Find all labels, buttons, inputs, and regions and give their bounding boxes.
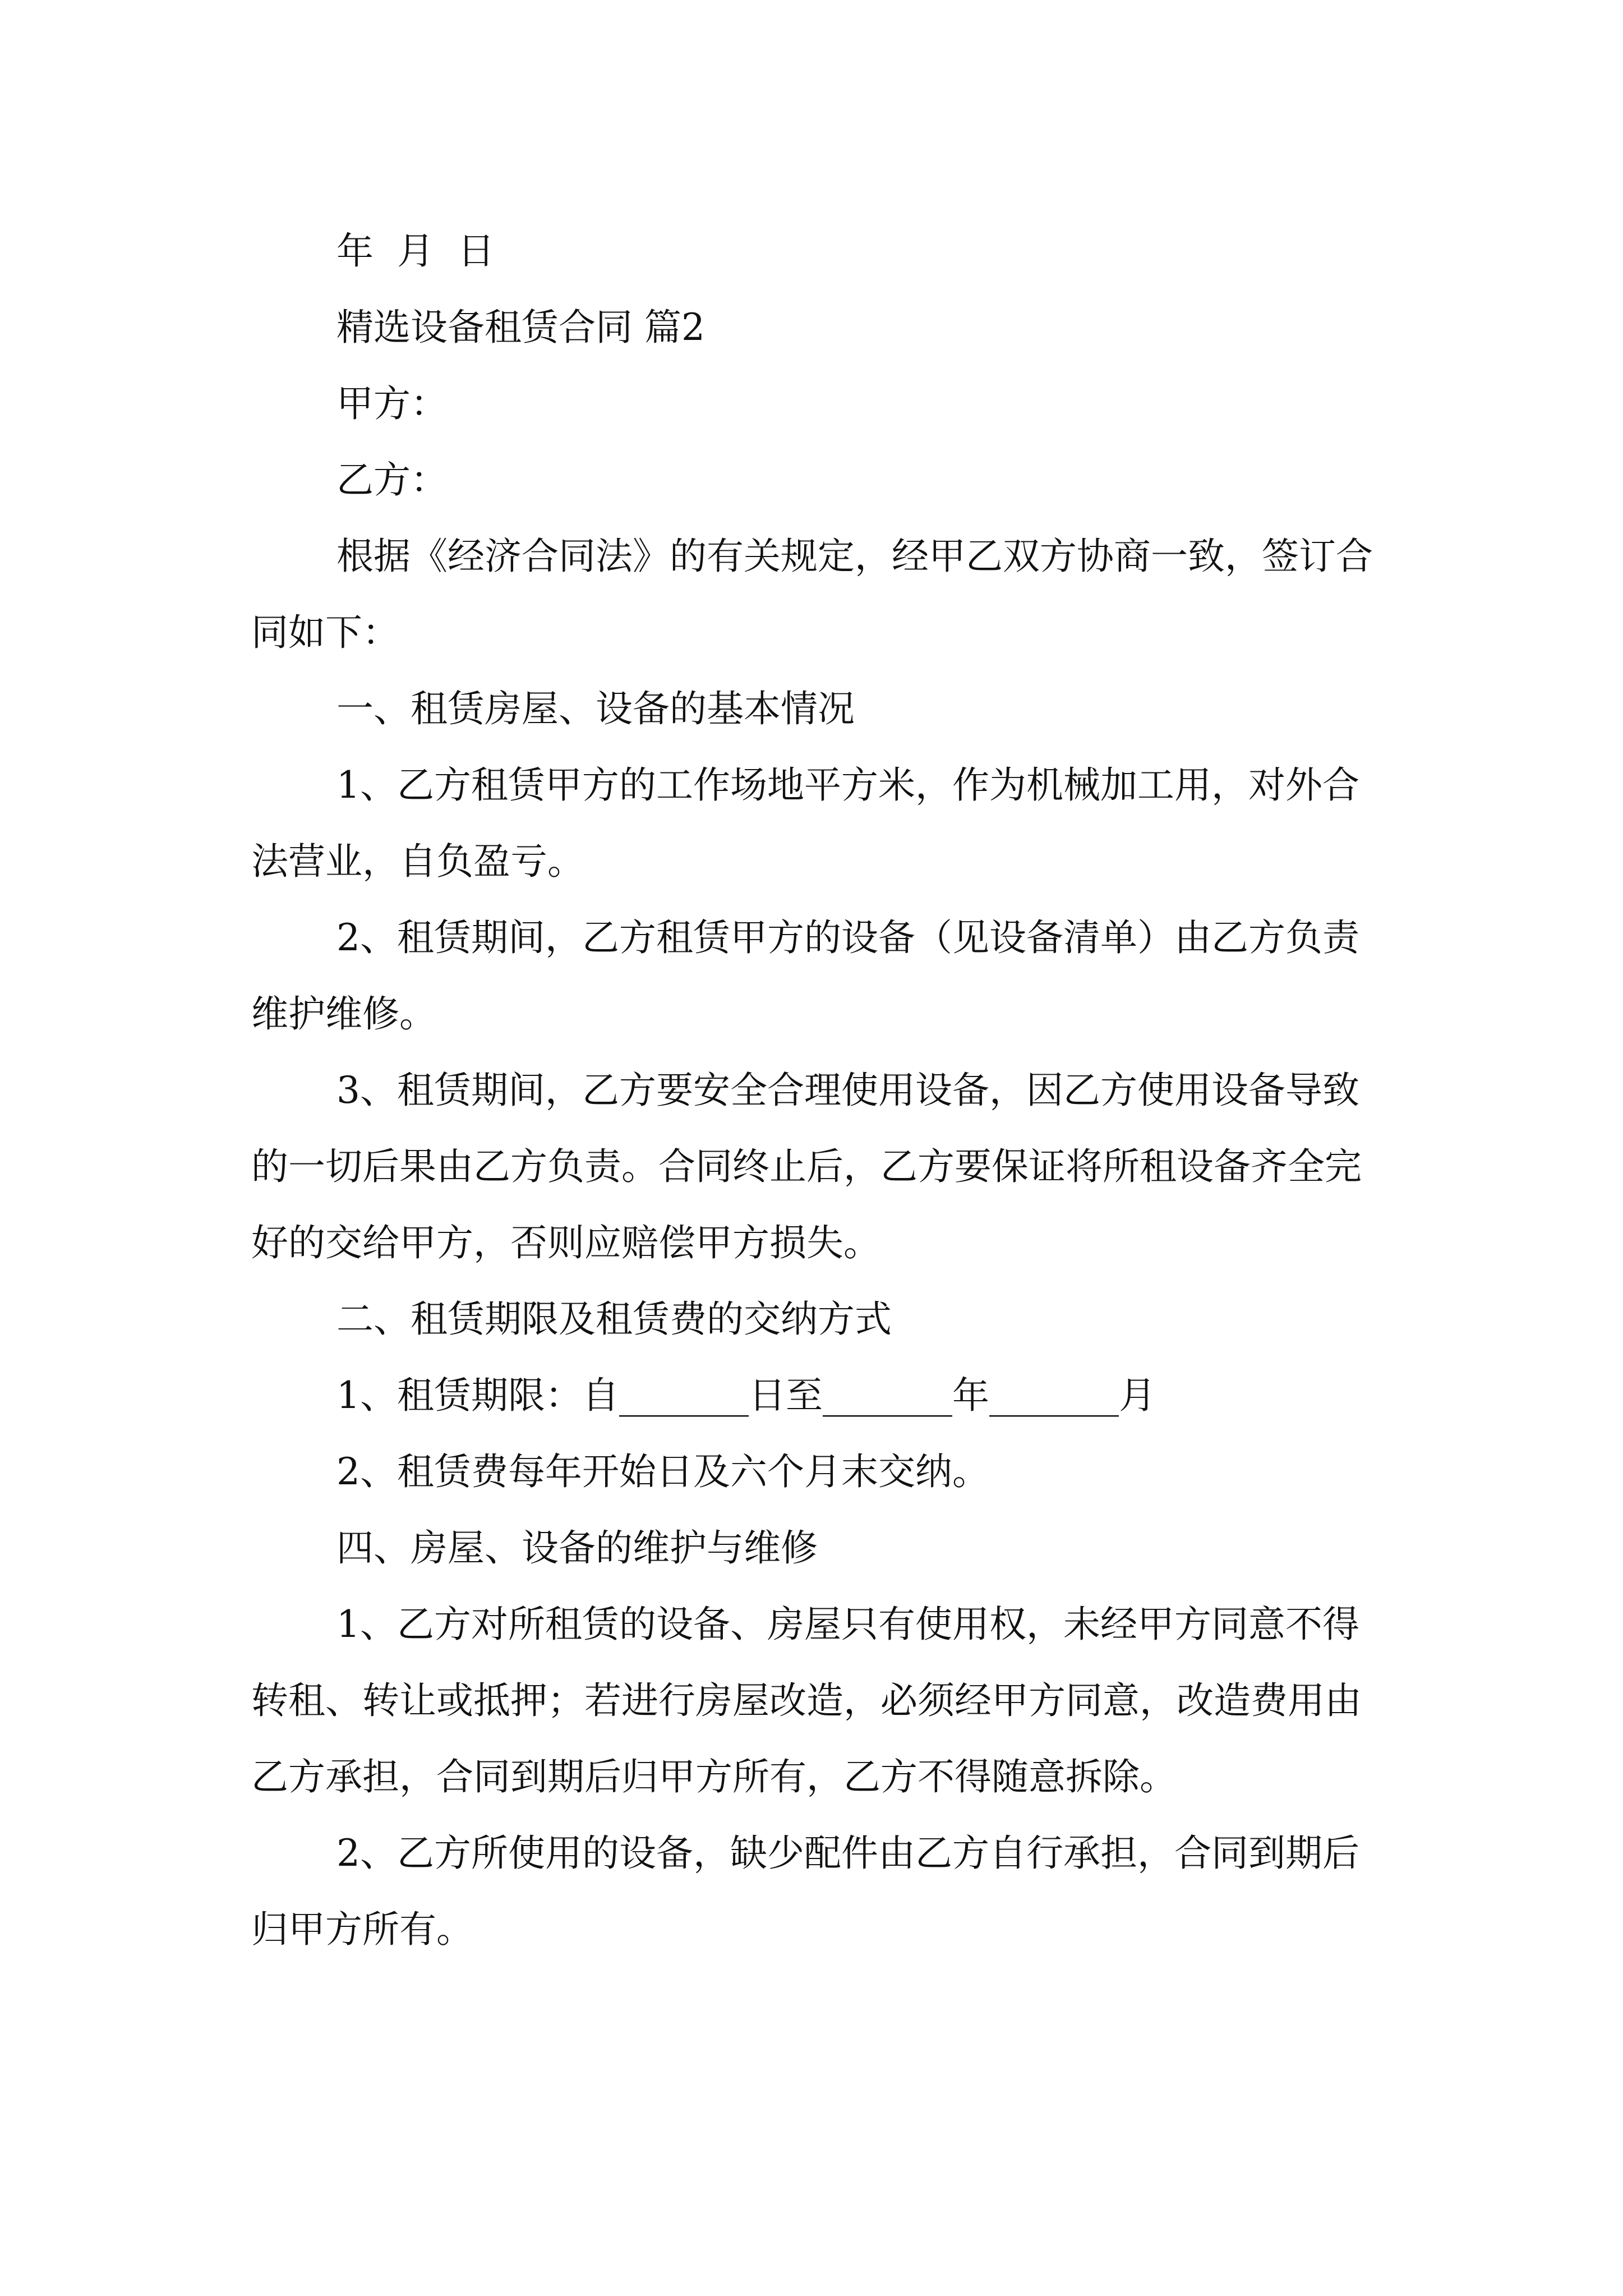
clause-2-1: 1、租赁期限：自_______日至_______年_______月	[336, 1374, 1156, 1417]
document-body	[251, 213, 1384, 1968]
preamble-paragraph: 根据《经济合同法》的有关规定，经甲乙双方协商一致，签订合同如下：	[251, 535, 1373, 654]
section-heading-2: 二、租赁期限及租赁费的交纳方式	[336, 1297, 892, 1341]
clause-4-1: 1、乙方对所租赁的设备、房屋只有使用权，未经甲方同意不得转租、转让或抵押；若进行房屋改造，必须经甲方同意，改造费用由乙方承担，合同到期后归甲方所有，乙方不得随意拆除。	[251, 1603, 1362, 1798]
clause-4-2: 2、乙方所使用的设备，缺少配件由乙方自行承担，合同到期后归甲方所有。	[251, 1832, 1359, 1951]
party-a-line: 甲方：	[336, 382, 448, 425]
clause-1-3: 3、租赁期间，乙方要安全合理使用设备，因乙方使用设备导致的一切后果由乙方负责。合同终止后，乙方要保证将所租设备齐全完好的交给甲方，否则应赔偿甲方损失。	[251, 1069, 1362, 1264]
party-b-line: 乙方：	[336, 458, 448, 501]
clause-2-2: 2、租赁费每年开始日及六个月末交纳。	[336, 1450, 989, 1493]
clause-1-1: 1、乙方租赁甲方的工作场地平方米，作为机械加工用，对外合法营业，自负盈亏。	[251, 763, 1359, 883]
date-line: 年 月 日	[336, 229, 495, 273]
contract-title: 精选设备租赁合同 篇2	[336, 306, 705, 349]
section-heading-1: 一、租赁房屋、设备的基本情况	[336, 687, 855, 730]
section-heading-4: 四、房屋、设备的维护与维修	[336, 1526, 818, 1570]
clause-1-2: 2、租赁期间，乙方租赁甲方的设备（见设备清单）由乙方负责维护维修。	[251, 916, 1359, 1036]
